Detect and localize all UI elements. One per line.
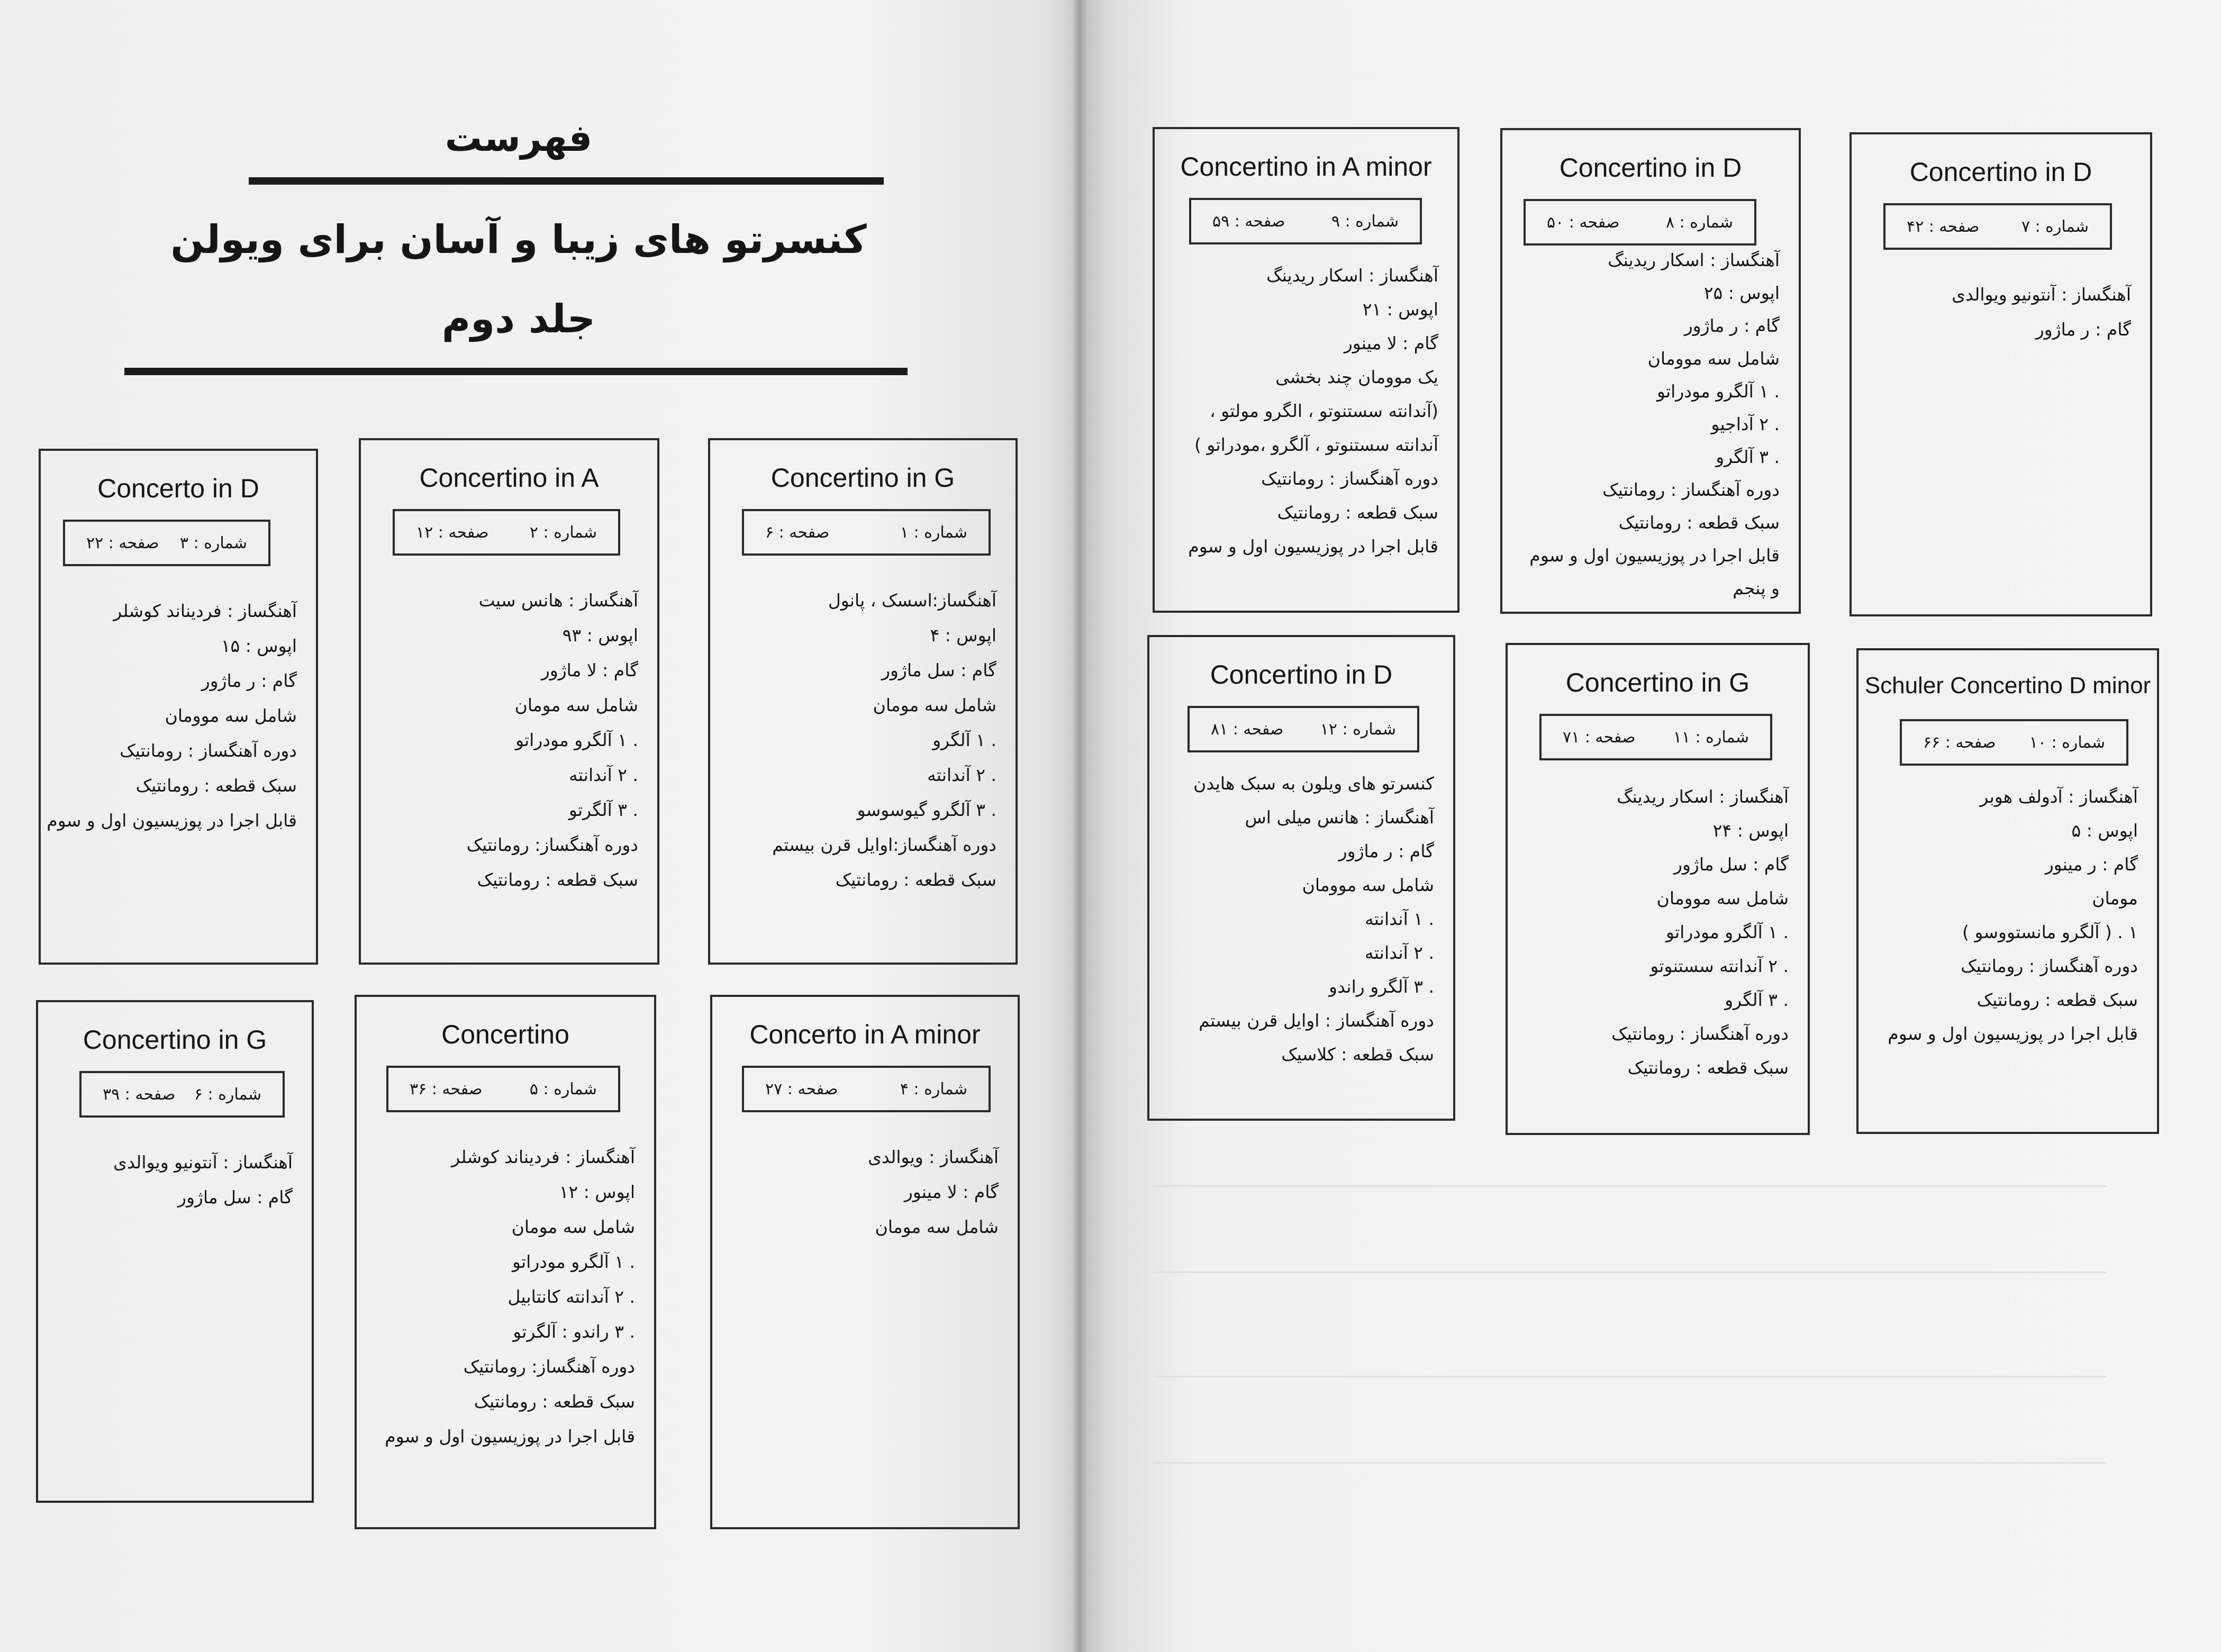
detail-line: شامل سه مومان [511,1217,635,1237]
detail-line: . ۲ آندانته سستنوتو [1650,956,1789,976]
volume-label: جلد دوم [441,296,596,342]
detail-line: اپوس : ۹۳ [562,625,638,646]
detail-line: قابل اجرا در پوزیسیون اول و سوم [385,1426,635,1447]
contents-card-1[interactable] [708,438,1018,965]
book-title: کنسرتو های زیبا و آسان برای ویولن [170,217,867,262]
detail-line: آهنگساز : ویوالدی [868,1147,999,1167]
detail-line: شامل سه موومان [1656,888,1789,909]
detail-line: گام : لا مینور [1344,333,1438,353]
detail-line: آهنگساز : آنتونیو ویوالدی [113,1152,293,1173]
detail-line: سبک قطعه : رومانتیک [1277,502,1438,523]
detail-line: آهنگساز : فردیناند کوشلر [113,601,297,621]
number-page-box [1883,203,2112,250]
page-number: صفحه : ۷۱ [1563,728,1636,747]
detail-line: آندانته سستنوتو ، آلگرو ،مودراتو ) [1194,434,1438,455]
detail-line: . ۳ آلگرو راندو [1329,976,1434,997]
detail-line: گام : ر ماژور [1338,841,1434,861]
detail-line: (آندانته سستنوتو ، الگرو مولتو ، [1210,401,1438,421]
card-title: Concerto in A minor [749,1020,981,1049]
page-number: صفحه : ۲۷ [765,1079,838,1099]
card-title: Concertino in G [770,463,955,493]
detail-line: . ۱ آلگرو مودراتو [1665,922,1789,942]
detail-line: دوره آهنگساز: رومانتیک [463,1356,635,1377]
page-number: صفحه : ۵۹ [1212,212,1285,231]
detail-line: شامل سه موومان [1302,875,1434,895]
item-number: شماره : ۵ [529,1079,597,1099]
number-page-box [1189,198,1422,244]
number-page-box [1524,199,1756,246]
card-details [721,583,996,897]
detail-line: قابل اجرا در پوزیسیون اول و سوم [1888,1023,2138,1044]
show-through-staff [1154,1376,2106,1464]
item-number: شماره : ۱۱ [1673,728,1749,747]
header-rule-top [249,177,884,185]
detail-line: دوره آهنگساز:اوایل قرن بیستم [772,834,996,855]
detail-line: قابل اجرا در پوزیسیون اول و سوم [1529,545,1780,566]
card-details [367,1140,635,1454]
detail-line: . ۳ آلگرو گیوسوسو [857,800,996,820]
detail-line: سبک قطعه : رومانتیک [135,775,297,796]
detail-line: گام : سل ماژور [882,660,996,680]
detail-line: گام : سل ماژور [1674,854,1789,875]
item-number: شماره : ۹ [1331,212,1399,231]
detail-line: گام : ر مینور [2045,854,2138,875]
detail-line: دوره آهنگساز : رومانتیک [120,740,297,761]
page-number: صفحه : ۵۰ [1547,213,1620,232]
card-details [1513,244,1780,605]
page-number: صفحه : ۱۲ [416,523,489,542]
detail-line: دوره آهنگساز : رومانتیک [1611,1023,1789,1044]
detail-line: آهنگساز : آنتونیو ویوالدی [1952,284,2131,305]
card-details [1160,767,1434,1072]
detail-line: . ۲ آندانته [569,765,638,785]
detail-line: گام : لا مینور [904,1182,999,1202]
number-page-box [1539,714,1772,760]
contents-card-4[interactable] [710,995,1020,1529]
card-details [1862,277,2131,347]
detail-line: . ۲ آداجیو [1711,414,1780,434]
page-number: صفحه : ۲۲ [86,533,159,552]
contents-card-12[interactable] [1147,635,1455,1121]
detail-line: آهنگساز : اسکار ریدینگ [1266,265,1438,286]
card-details [1165,259,1438,564]
detail-line: گام : ر ماژور [1684,315,1780,336]
detail-line: سبک قطعه : رومانتیک [1627,1057,1789,1078]
detail-line: گام : ر ماژور [201,670,297,691]
contents-card-2[interactable] [359,438,659,965]
detail-line: اپوس : ۲۴ [1712,820,1789,841]
item-number: شماره : ۶ [194,1085,261,1104]
detail-line: اپوس : ۵ [2071,820,2138,841]
contents-card-5[interactable] [355,995,656,1529]
card-details [371,583,638,897]
detail-line: قابل اجرا در پوزیسیون اول و سوم [1188,536,1438,557]
detail-line: . ۳ راندو : آلگرتو [513,1321,635,1342]
detail-line: آهنگساز : اسکار ریدینگ [1617,786,1789,807]
page-number: صفحه : ۸۱ [1211,720,1284,739]
detail-line: دوره آهنگساز: رومانتیک [466,834,638,855]
detail-line: اپوس : ۱۵ [221,636,297,656]
detail-line: آهنگساز : هانس سیت [478,590,638,611]
detail-line: آهنگساز : آدولف هوبر [1980,786,2138,807]
item-number: شماره : ۴ [900,1079,967,1099]
page-number: صفحه : ۴۲ [1907,217,1980,236]
item-number: شماره : ۲ [529,523,597,542]
card-details [1518,780,1789,1085]
detail-line: . ۲ آندانته کانتابیل [507,1286,635,1307]
contents-title: فهرست [445,116,593,160]
card-title: Concertino in G [83,1025,267,1055]
card-title: Concerto in D [97,474,259,503]
detail-line: آهنگساز : اسکار ریدینگ [1608,250,1780,270]
detail-line: سبک قطعه : رومانتیک [1618,512,1780,533]
detail-line: گام : سل ماژور [178,1187,293,1208]
number-page-box [63,520,270,566]
detail-line: . ۱ آلگرو مودراتو [1656,381,1780,402]
contents-card-8[interactable] [1500,128,1801,614]
number-page-box [79,1071,285,1118]
card-title: Schuler Concertino D minor [1864,673,2151,698]
detail-line: دوره آهنگساز : رومانتیک [1961,956,2138,976]
detail-line: دوره آهنگساز : رومانتیک [1602,479,1780,500]
detail-line: آهنگساز:اسسک ، پانول [828,590,996,611]
detail-line: . ۲ آندانته [1365,942,1434,963]
number-page-box [1900,719,2128,766]
detail-line: اپوس : ۴ [930,625,996,646]
detail-line: ۱ . ( آلگرو مانستووسو ) [1962,922,2138,942]
detail-line: . ۱ آندانته [1365,909,1434,929]
number-page-box [742,1066,991,1112]
detail-line: سبک قطعه : رومانتیک [1977,990,2138,1010]
detail-line: گام : ر ماژور [2035,319,2131,340]
contents-card-6[interactable] [36,1000,314,1503]
item-number: شماره : ۱ [900,523,967,542]
show-through-staff [1154,1185,2106,1273]
item-number: شماره : ۷ [2021,217,2089,236]
book-gutter [1072,0,1087,1652]
detail-line: شامل سه مومان [873,695,996,715]
card-title: Concertino in G [1565,668,1750,697]
card-title: Concertino in A minor [1180,152,1432,181]
card-details [723,1140,999,1245]
detail-line: قابل اجرا در پوزیسیون اول و سوم [47,810,297,831]
detail-line: اپوس : ۲۵ [1703,283,1780,303]
contents-card-3[interactable] [39,449,318,965]
detail-line: دوره آهنگساز : رومانتیک [1261,468,1438,489]
detail-line: مومان [2092,888,2138,909]
card-title: Concertino in A [419,463,599,493]
detail-line: . ۳ آلگرو [1725,990,1789,1010]
contents-card-11[interactable] [1506,643,1810,1135]
detail-line: . ۲ آندانته [927,765,996,785]
card-details [47,594,297,838]
detail-line: شامل سه مومان [514,695,638,715]
card-details [49,1145,293,1215]
contents-card-10[interactable] [1856,648,2159,1134]
detail-line: . ۱ آلگرو مودراتو [515,730,638,750]
contents-card-7[interactable] [1850,132,2152,616]
card-title: Concertino in D [1559,153,1742,183]
item-number: شماره : ۳ [179,533,247,552]
detail-line: آهنگساز : فردیناند کوشلر [451,1147,635,1167]
detail-line: سبک قطعه : رومانتیک [835,869,996,890]
detail-line: شامل سه مومان [875,1217,999,1237]
detail-line: دوره آهنگساز : اوایل قرن بیستم [1199,1010,1434,1031]
number-page-box [1187,706,1419,752]
page-number: صفحه : ۳۶ [410,1079,483,1099]
card-title: Concertino in D [1210,660,1393,689]
header-rule-bottom [124,368,908,375]
detail-line: سبک قطعه : کلاسیک [1281,1044,1434,1065]
detail-line: و پنجم [1733,578,1780,598]
item-number: شماره : ۱۲ [1320,720,1396,739]
item-number: شماره : ۱۰ [2029,733,2105,752]
detail-line: یک موومان چند بخشی [1275,367,1438,387]
card-title: Concertino in D [1909,157,2092,187]
detail-line: کنسرتو های ویلون به سبک هایدن [1193,773,1434,794]
detail-line: آهنگساز : هانس میلی اس [1245,807,1434,828]
page-number: صفحه : ۶۶ [1923,733,1996,752]
detail-line: اپوس : ۲۱ [1362,299,1438,320]
detail-line: . ۱ آلگرو مودراتو [512,1251,635,1272]
number-page-box [393,509,620,556]
card-title: Concertino [441,1020,569,1049]
detail-line: گام : لا ماژور [541,660,638,680]
page-number: صفحه : ۳۹ [103,1085,176,1104]
page-number: صفحه : ۶ [765,523,830,542]
detail-line: . ۳ آلگرتو [568,800,638,820]
detail-line: شامل سه موومان [1647,348,1780,369]
detail-line: شامل سه موومان [165,705,297,726]
contents-card-9[interactable] [1153,127,1459,613]
number-page-box [742,509,991,556]
item-number: شماره : ۸ [1665,213,1733,232]
detail-line: اپوس : ۱۲ [559,1182,635,1202]
detail-line: . ۳ آلگرو [1716,447,1780,467]
detail-line: . ۱ آلگرو [932,730,996,750]
card-details [1869,780,2138,1051]
detail-line: سبک قطعه : رومانتیک [477,869,638,890]
contents-header [122,106,915,402]
number-page-box [386,1066,620,1112]
detail-line: سبک قطعه : رومانتیک [474,1391,635,1412]
